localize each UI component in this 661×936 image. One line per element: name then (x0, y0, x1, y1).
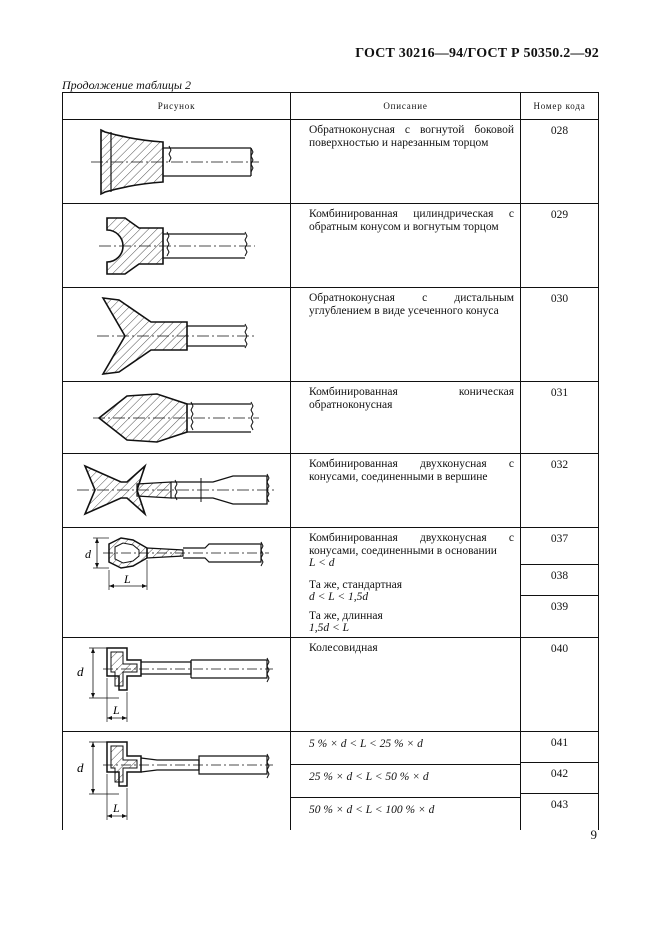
dim-label-L: L (113, 800, 120, 815)
figure-028 (63, 120, 291, 204)
bur-drawing-040 (63, 638, 291, 732)
figure-029 (63, 204, 291, 288)
description-040: Колесовидная (291, 637, 521, 731)
figure-031 (63, 382, 291, 454)
bur-drawing-037 (63, 528, 291, 624)
code-029: 029 (521, 204, 599, 288)
page-number: 9 (590, 827, 597, 842)
description-032: Комбинированная двухконусная с конусами, соединенными в вершине (291, 454, 521, 528)
description-029: Комбинированная цилиндрическая с обратным конусом и вогнутым торцом (291, 204, 521, 288)
bur-drawing-028 (63, 120, 291, 204)
bur-drawing-031 (63, 382, 291, 454)
code-028: 028 (521, 120, 599, 204)
table-row (63, 731, 599, 830)
code-037-039: 037 038 039 (521, 528, 599, 638)
table-row (63, 204, 599, 288)
table-header-row (63, 93, 599, 120)
figure-032 (63, 454, 291, 528)
description-028: Обратноконусная с вогнутой боковой поверхностью и нарезанным торцом (291, 120, 521, 204)
bur-drawing-032 (63, 454, 291, 528)
figure-041 (63, 731, 291, 830)
bur-drawing-041 (63, 732, 291, 826)
figure-040 (63, 637, 291, 731)
code-031: 031 (521, 382, 599, 454)
description-030: Обратноконусная с дистальным углублением в виде усеченного конуса (291, 288, 521, 382)
document-header: ГОСТ 30216—94/ГОСТ Р 50350.2—92 (355, 46, 599, 61)
bur-types-table (62, 92, 599, 830)
figure-037 (63, 528, 291, 638)
code-040: 040 (521, 637, 599, 731)
col-header-code: Номер кода (521, 93, 599, 120)
bur-drawing-029 (63, 204, 291, 288)
dim-label-d: d (77, 663, 84, 679)
table-row (63, 454, 599, 528)
table-row (63, 288, 599, 382)
code-041-043: 041 042 043 (521, 731, 599, 830)
table-caption: Продолжение таблицы 2 (62, 78, 192, 92)
col-header-description: Описание (291, 93, 521, 120)
dim-label-d: d (77, 759, 84, 775)
col-header-figure: Рисунок (63, 93, 291, 120)
figure-030 (63, 288, 291, 382)
table-row (63, 528, 599, 638)
description-031: Комбинированная коническая обратноконусная (291, 382, 521, 454)
bur-drawing-030 (63, 288, 291, 382)
description-041-043: 5 % × d < L < 25 % × d 25 % × d < L < 50 % × d 50 % × d < L < 100 % × d (291, 731, 521, 830)
table-row (63, 382, 599, 454)
code-030: 030 (521, 288, 599, 382)
dim-label-L: L (113, 702, 120, 717)
code-032: 032 (521, 454, 599, 528)
table-row (63, 637, 599, 731)
dim-label-d: d (85, 547, 91, 561)
dim-label-L: L (124, 572, 131, 586)
table-row (63, 120, 599, 204)
description-037: Комбинированная двухконусная с конусами, соединенными в основании L < d Та же, стандартная d < L < 1,5d Та же, длинная 1,5d < L (291, 528, 521, 638)
